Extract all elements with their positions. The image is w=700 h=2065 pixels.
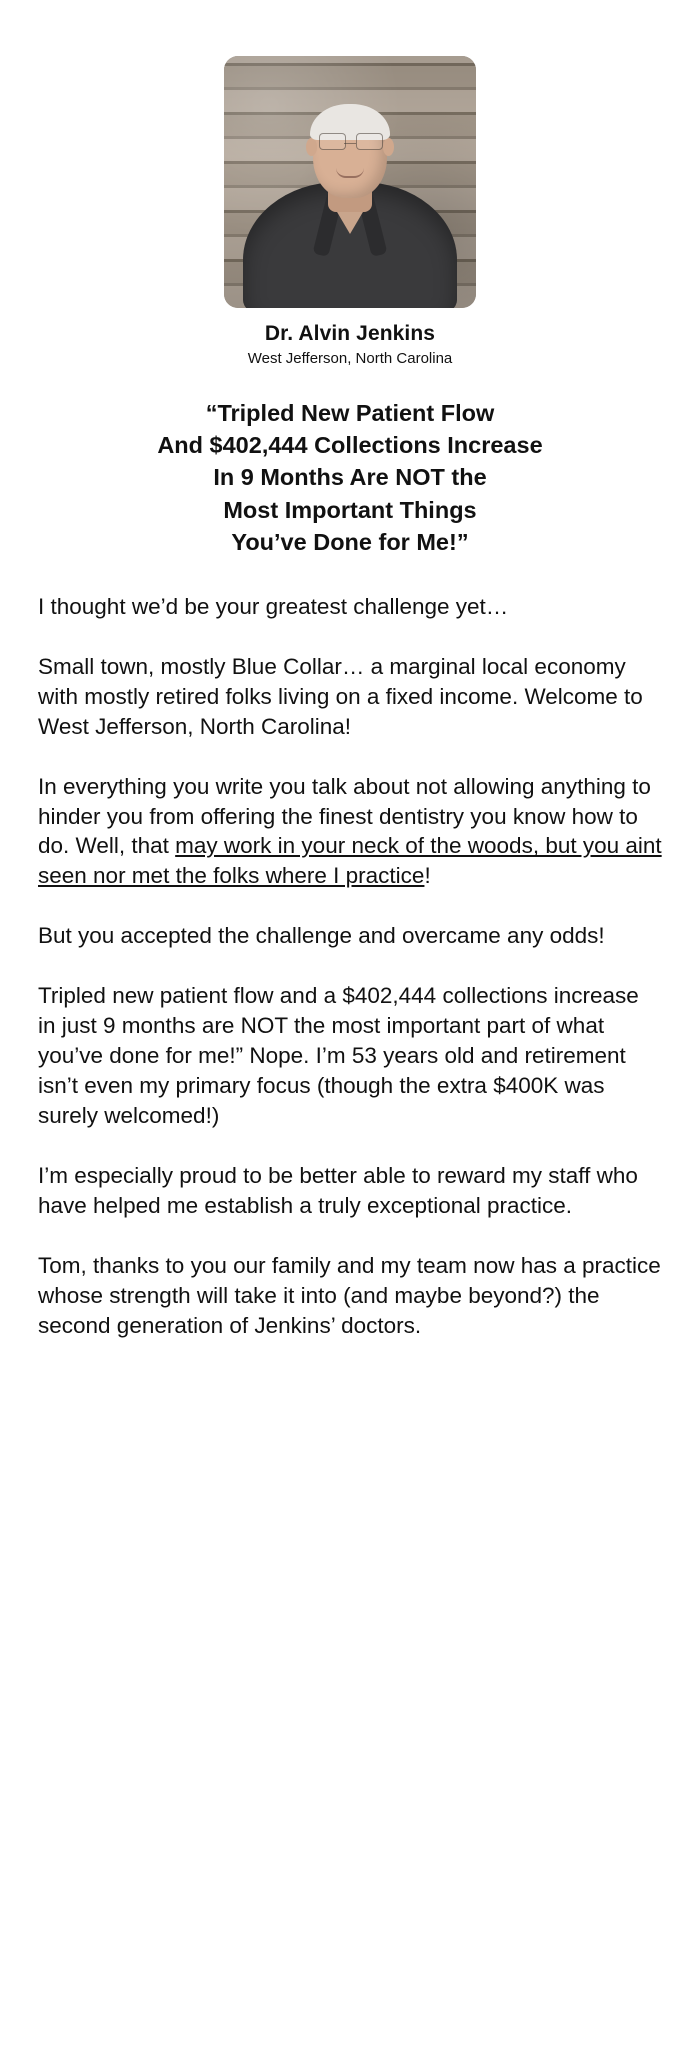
person-location: West Jefferson, North Carolina	[247, 350, 453, 367]
person-figure	[224, 156, 476, 308]
paragraph-3-underlined-text: may work in your neck of the woods, but you aint seen nor met the folks where I practice	[38, 833, 662, 889]
eyeglass-right-shape	[356, 133, 383, 150]
paragraph-1: I thought we’d be your greatest challenge yet…	[38, 593, 509, 619]
headline-line-5: You’ve Done for Me!”	[231, 528, 469, 555]
headline-line-3: In 9 Months Are NOT the	[213, 464, 487, 491]
headline-line-2: And $402,444 Collections Increase	[157, 432, 543, 459]
headline-line-4: Most Important Things	[223, 496, 477, 523]
ear-right-shape	[383, 138, 394, 156]
eyeglass-left-shape	[319, 133, 346, 150]
person-name: Dr. Alvin Jenkins	[264, 322, 436, 345]
paragraph-7: Tom, thanks to you our family and my team now has a practice whose strength will take it into (and maybe beyond?) the second generation of Jenkins’ doctors.	[38, 1252, 661, 1338]
ear-left-shape	[306, 138, 317, 156]
paragraph-4: But you accepted the challenge and overcame any odds!	[38, 923, 605, 949]
eyeglass-bridge-shape	[344, 143, 356, 145]
paragraph-6: I’m especially proud to be better able to reward my staff who have helped me establish a truly exceptional practice.	[38, 1162, 638, 1218]
paragraph-2: Small town, mostly Blue Collar… a marginal local economy with mostly retired folks living on a fixed income. Welcome to West Jefferson, North Carolina!	[38, 653, 643, 739]
portrait-container	[34, 56, 666, 308]
testimonial-headline	[34, 397, 666, 558]
paragraph-5: Tripled new patient flow and a $402,444 collections increase in just 9 months are NOT the most important part of what you’ve done for me!” Nope. I’m 53 years old and retirement isn’t even my primary focus (though the extra $400K was surely welcomed!)	[38, 983, 639, 1128]
paragraph-3-text-after: !	[424, 863, 431, 889]
testimonial-body	[34, 592, 666, 1341]
paragraph-3	[38, 772, 662, 892]
headline-line-1: “Tripled New Patient Flow	[205, 400, 495, 426]
portrait-photo-image	[224, 56, 476, 308]
paragraph-3-text-before: In everything you write you talk about not allowing anything to hinder you from offering the finest dentistry you know how to do. Well, that	[38, 773, 651, 859]
